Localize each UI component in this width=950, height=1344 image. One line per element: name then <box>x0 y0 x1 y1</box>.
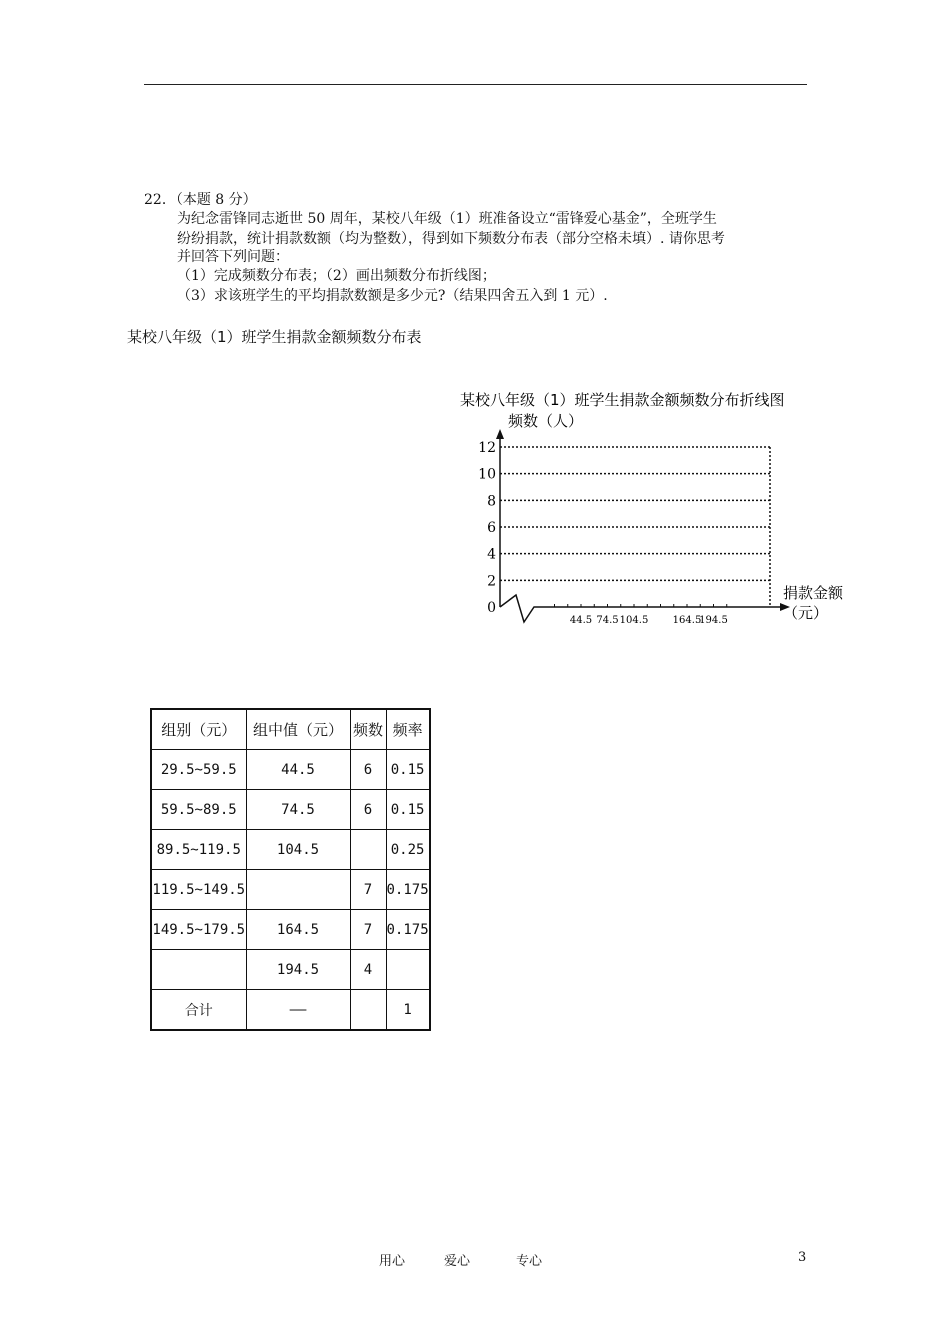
table-cell: 59.5~89.5 <box>151 790 246 830</box>
y-tick-label: 4 <box>487 546 496 563</box>
table-header-row <box>151 709 430 750</box>
frequency-table <box>150 708 431 1031</box>
table-cell: 119.5~149.5 <box>151 870 246 910</box>
table-cell: 89.5~119.5 <box>151 830 246 870</box>
table-cell: 4 <box>350 950 386 990</box>
table-row <box>151 870 430 910</box>
table-cell: 149.5~179.5 <box>151 910 246 950</box>
table-cell: 1 <box>386 990 430 1031</box>
x-tick-label: 194.5 <box>699 615 728 626</box>
footer-text-2: 爱心 <box>444 1254 471 1269</box>
y-axis-arrow-icon <box>496 429 504 439</box>
y-tick-label: 8 <box>487 493 496 510</box>
table-cell: 0.175 <box>386 910 430 950</box>
table-cell: 194.5 <box>246 950 350 990</box>
table-cell: 164.5 <box>246 910 350 950</box>
table-cell <box>386 950 430 990</box>
y-tick-label: 6 <box>487 520 496 536</box>
x-axis-label: 捐款金额 <box>783 584 844 602</box>
footer-text-3: 专心 <box>516 1254 543 1269</box>
y-tick-label: 12 <box>478 440 496 456</box>
frequency-polygon-chart <box>450 385 870 635</box>
footer-text-1: 用心 <box>379 1254 406 1269</box>
question-number: 22．（本题 8 分） <box>144 192 257 208</box>
table-cell: 6 <box>350 750 386 790</box>
header-group: 组别（元） <box>151 709 246 750</box>
table-row <box>151 830 430 870</box>
table-cell <box>246 870 350 910</box>
x-tick-label: 164.5 <box>672 615 702 626</box>
question-line-4: （1）完成频数分布表；（2）画出频数分布折线图； <box>177 268 496 284</box>
table-cell: —— <box>246 990 350 1031</box>
question-line-3: 并回答下列问题： <box>177 249 289 265</box>
table-cell <box>151 950 246 990</box>
y-axis-label: 频数（人） <box>508 412 584 430</box>
header-rate: 频率 <box>386 709 430 750</box>
table-row <box>151 750 430 790</box>
table-cell: 合计 <box>151 990 246 1031</box>
x-tick-label: 104.5 <box>619 615 649 626</box>
page-number: 3 <box>798 1250 807 1265</box>
header-frequency: 频数 <box>350 709 386 750</box>
question-line-5: （3）求该班学生的平均捐款数额是多少元?（结果四舍五入到 1 元）. <box>177 288 608 304</box>
y-tick-label: 2 <box>487 573 496 590</box>
x-tick-label: 74.5 <box>596 615 619 626</box>
table-row <box>151 990 430 1031</box>
question-line-1: 为纪念雷锋同志逝世 50 周年，某校八年级（1）班准备设立“雷锋爱心基金”，全班学生 <box>177 211 717 227</box>
table-cell: 7 <box>350 870 386 910</box>
x-axis-unit: （元） <box>783 604 829 622</box>
y-tick-label: 0 <box>487 600 496 616</box>
table-cell <box>350 830 386 870</box>
table-cell: 6 <box>350 790 386 830</box>
header-midpoint: 组中值（元） <box>246 709 350 750</box>
table-cell: 0.15 <box>386 750 430 790</box>
y-tick-label: 10 <box>478 466 496 483</box>
table-cell <box>350 990 386 1031</box>
question-line-2: 纷纷捐款，统计捐款数额（均为整数），得到如下频数分布表（部分空格未填）. 请你思考 <box>177 231 725 247</box>
table-cell: 104.5 <box>246 830 350 870</box>
x-tick-label: 44.5 <box>569 615 593 626</box>
chart-title: 某校八年级（1）班学生捐款金额频数分布折线图 <box>460 391 785 409</box>
table-cell: 29.5~59.5 <box>151 750 246 790</box>
table-cell: 44.5 <box>246 750 350 790</box>
table-cell: 74.5 <box>246 790 350 830</box>
table-row <box>151 910 430 950</box>
table-title: 某校八年级（1）班学生捐款金额频数分布表 <box>127 328 422 346</box>
table-row <box>151 790 430 830</box>
table-cell: 0.175 <box>386 870 430 910</box>
header-rule <box>144 84 807 85</box>
table-cell: 0.15 <box>386 790 430 830</box>
table-cell: 7 <box>350 910 386 950</box>
table-cell: 0.25 <box>386 830 430 870</box>
table-row <box>151 950 430 990</box>
